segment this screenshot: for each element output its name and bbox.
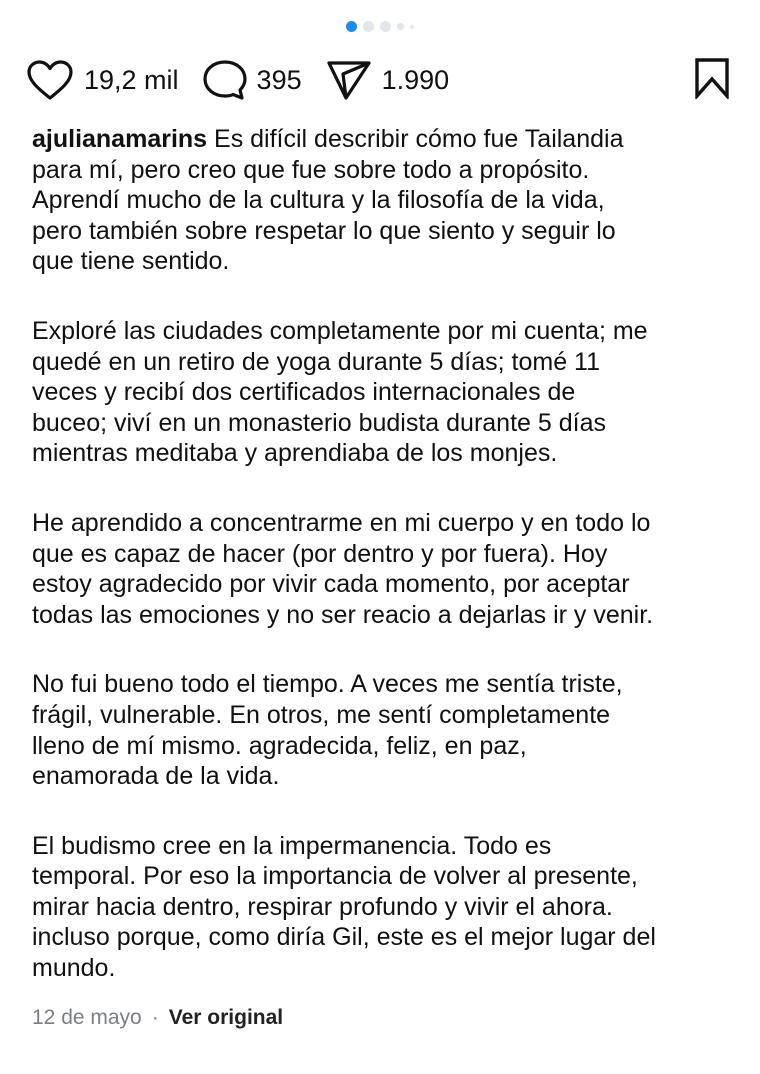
comment-button[interactable] <box>203 59 302 101</box>
post-actions <box>26 58 730 102</box>
caption-paragraph: No fui bueno todo el tiempo. A veces me sentía triste, frágil, vulnerable. En otros, me sentí completamente lleno de mí mismo. agradecida, feliz, en paz, enamorada de la vida. <box>32 670 623 791</box>
caption-paragraph: El budismo cree en la impermanencia. Todo es temporal. Por eso la importancia de volver al presente, mirar hacia dentro, respirar profundo y vivir el ahora. incluso porque, como diría Gil, este es el mejor lugar del mundo. <box>32 831 656 983</box>
carousel-dot <box>410 25 414 29</box>
see-original-link[interactable]: Ver original <box>168 1006 284 1029</box>
comment-count[interactable]: 395 <box>256 64 302 95</box>
comment-icon <box>203 59 247 101</box>
send-icon <box>326 59 372 101</box>
caption-paragraph: Exploré las ciudades completamente por mi cuenta; me quedé en un retiro de yoga durante 5 días; tomé 11 veces y recibí dos certificados internacionales de buceo; viví en un monasterio budista durante 5 días mientras meditaba y aprendiaba de los monjes. <box>32 316 648 468</box>
carousel-dot <box>363 21 374 32</box>
share-count[interactable]: 1.990 <box>381 64 450 95</box>
carousel-dot-active <box>346 21 357 32</box>
carousel-dot <box>380 21 391 32</box>
share-button[interactable] <box>326 59 450 101</box>
post-caption <box>32 124 742 1023</box>
like-button[interactable] <box>26 59 179 101</box>
caption-paragraph: He aprendido a concentrarme en mi cuerpo y en todo lo que es capaz de hacer (por dentro y por fuera). Hoy estoy agradecido por vivir cada momento, por aceptar todas las emociones y no ser reacio a dejarlas ir y venir. <box>32 508 654 629</box>
post-footer <box>32 1006 283 1030</box>
like-count[interactable]: 19,2 mil <box>84 64 179 95</box>
carousel-dot <box>397 23 404 30</box>
save-button[interactable] <box>694 57 730 104</box>
heart-icon <box>26 59 74 101</box>
separator-dot: · <box>151 1006 159 1029</box>
bookmark-icon <box>694 57 730 99</box>
username-link[interactable]: ajulianamarins <box>32 125 208 153</box>
carousel-indicator <box>0 21 760 32</box>
post-date: 12 de mayo <box>32 1006 142 1029</box>
caption-text: Es difícil describir cómo fue Tailandia para mí, pero creo que fue sobre todo a propósito. Aprendí mucho de la cultura y la filosofía de la vida, pero también sobre respetar lo que siento y seguir lo que tiene sentido. <box>32 125 624 276</box>
caption-paragraph <box>32 124 742 277</box>
